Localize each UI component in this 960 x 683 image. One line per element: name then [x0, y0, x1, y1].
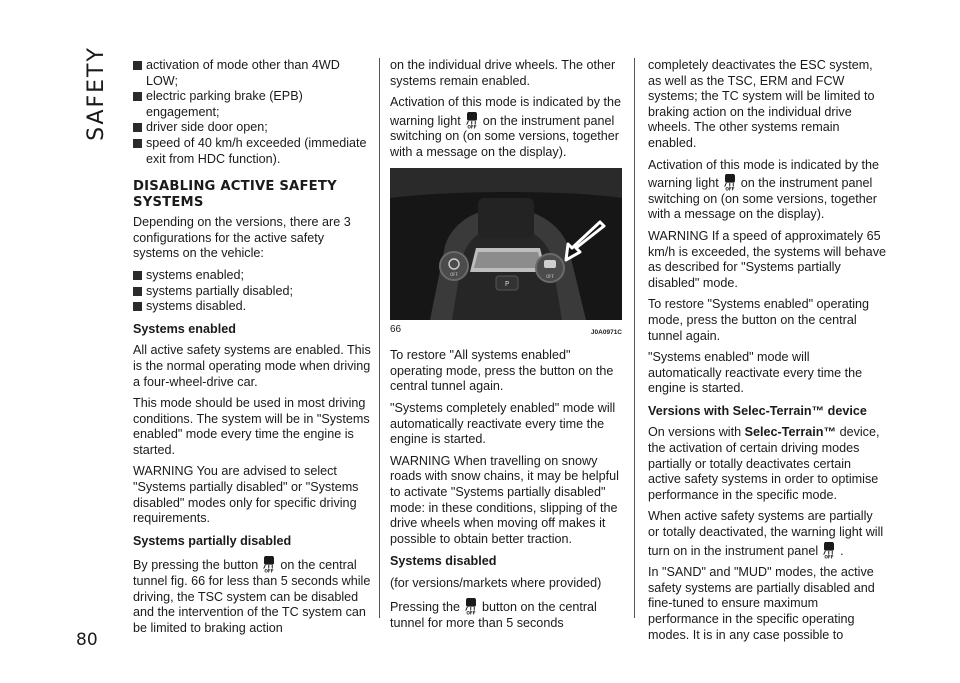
paragraph: All active safety systems are enabled. This is the normal operating mode when driving a four-wheel-drive car. [133, 343, 371, 389]
section-heading: DISABLING ACTIVE SAFETY SYSTEMS [133, 179, 337, 211]
paragraph: on the individual drive wheels. The other systems remain enabled. [390, 58, 616, 88]
paragraph: By pressing the button on the central tunnel fig. 66 for less than 5 seconds while driving, the TSC system can be disabled and the intervention of the TC system can be limited to braking action [133, 555, 371, 636]
list-item: systems enabled; [133, 268, 371, 284]
column-divider [634, 58, 635, 618]
paragraph: "Systems enabled" mode will automatically reactivate every time the engine is started. [648, 350, 863, 396]
center-tunnel-illustration [390, 168, 622, 320]
figure-code: J0A0971C [590, 328, 622, 336]
paragraph: Activation of this mode is indicated by the warning light on the instrument panel switching on (on some versions, together with a message on the display). [390, 95, 622, 159]
subheading: Systems enabled [133, 321, 236, 336]
list-item: systems partially disabled; [133, 284, 371, 300]
section-title: SAFETY [83, 45, 109, 141]
list-item: speed of 40 km/h exceeded (immediate exit from HDC function). [133, 136, 371, 167]
esc-off-icon [464, 111, 480, 129]
subheading: Systems partially disabled [133, 533, 292, 548]
svg-text:OFF: OFF [450, 271, 458, 277]
page-number: 80 [76, 630, 98, 650]
esc-off-icon [722, 173, 738, 191]
list-item: systems disabled. [133, 299, 371, 315]
svg-text:OFF: OFF [546, 273, 554, 279]
paragraph: This mode should be used in most driving conditions. The system will be in "Systems enabled" mode every time the engine is started. [133, 396, 370, 457]
paragraph: "Systems completely enabled" mode will automatically reactivate every time the engine is started. [390, 400, 616, 447]
paragraph: Depending on the versions, there are 3 configurations for the active safety systems on the vehicle: [133, 215, 351, 261]
column-2 [390, 58, 622, 632]
warning-paragraph: WARNING You are advised to select "Systems partially disabled" or "Systems disabled" modes only for specific driving requirements. [133, 464, 359, 526]
esc-off-icon [463, 597, 479, 615]
figure-number: 66 [390, 323, 402, 335]
column-3 [648, 58, 886, 643]
figure-image [390, 168, 622, 320]
warning-paragraph: WARNING When travelling on snowy roads with snow chains, it may be helpful to activate "Systems partially disabled" mode: in these conditions, slipping of the drive wheels when moving off makes it possible to obtain better traction. [390, 453, 619, 546]
list-item: driver side door open; [133, 120, 371, 136]
paragraph: To restore "Systems enabled" operating mode, press the button on the central tunnel again. [648, 297, 870, 343]
paragraph: completely deactivates the ESC system, as well as the TSC, ERM and FCW systems; the TC system will be limited to braking action on the individual drive wheels. The other systems remain enabled. [648, 58, 875, 150]
paragraph: On versions with Selec-Terrain™ device, the activation of certain driving modes partially or totally deactivates certain active safety systems in order to optimise performance in the specific mode. [648, 425, 880, 502]
list-item: activation of mode other than 4WD LOW; [133, 58, 371, 89]
subheading: Systems disabled [390, 554, 497, 569]
svg-text:P: P [504, 279, 510, 288]
esc-off-icon [261, 555, 277, 573]
paragraph: In "SAND" and "MUD" modes, the active safety systems are partially disabled and fine-tuned to ensure maximum performance in the specific operating modes. It is in any case possible to [648, 565, 875, 642]
warning-paragraph: WARNING If a speed of approximately 65 km/h is exceeded, the systems will behave as described for "Systems partially disabled" mode. [648, 228, 886, 290]
column-1 [133, 58, 371, 636]
paragraph: (for versions/markets where provided) [390, 575, 602, 590]
paragraph: Activation of this mode is indicated by the warning light on the instrument panel switching on (on some versions, together with a message on the display). [648, 157, 880, 222]
paragraph: To restore "All systems enabled" operating mode, press the button on the central tunnel again. [390, 348, 614, 394]
subheading: Versions with Selec-Terrain™ device [648, 403, 867, 418]
paragraph: Pressing the button on the central tunnel for more than 5 seconds [390, 597, 622, 631]
esc-off-icon [821, 541, 837, 559]
list-item: electric parking brake (EPB) engagement; [133, 89, 371, 120]
column-divider [379, 58, 380, 618]
paragraph: When active safety systems are partially or totally deactivated, the warning light will turn on in the instrument panel . [648, 509, 884, 558]
